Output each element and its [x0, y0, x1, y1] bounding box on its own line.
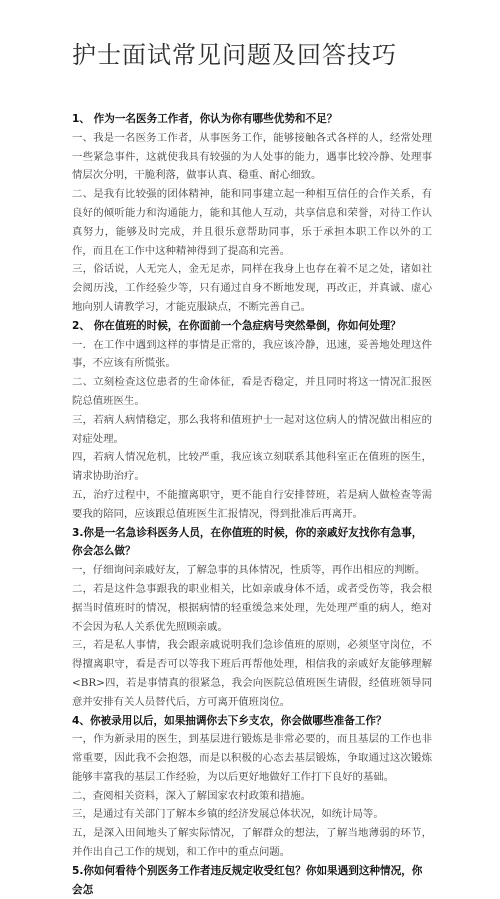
answer-paragraph: 二，查阅相关资料，深入了解国家农村政策和措施。: [72, 789, 311, 802]
answer-paragraph: 四，若病人情况危机，比较严重，我应该立刻联系其他科室正在值班的医生，请求协助治疗。: [72, 451, 432, 483]
answer-paragraph: 三，俗话说，人无完人，金无足赤，同样在我身上也存在着不足之处，诸如社会阅历浅，工作经验少等，只有通过自身不断地发现，再改正，并真诚、虚心地向别人请教学习，才能克服缺点，不断完善自己。: [72, 263, 432, 313]
answer-paragraph: 五，治疗过程中，不能擅离职守，更不能自行安排替班，若是病人做检查等需要我的陪同，应该跟总值班医生汇报情况，得到批准后再离开。: [72, 488, 432, 520]
answer-paragraph: 五，是深入田间地头了解实际情况，了解群众的想法，了解当地薄弱的环节，并作出自己工作的规划，和工作中的重点问题。: [72, 827, 432, 859]
answer-paragraph: 三，若病人病情稳定，那么我将和值班护士一起对这位病人的情况做出相应的对症处理。: [72, 413, 432, 445]
question-heading: 2、 你在值班的时候，在你面前一个急症病号突然晕倒，你如何处理？: [72, 319, 401, 332]
answer-paragraph: 二，若是这件急事跟我的职业相关，比如亲戚身体不适，或者受伤等，我会根据当时值班时的情况，根据病情的轻重缓急来处理，先处理严重的病人，绝对不会因为私人关系优先照顾亲戚。: [72, 582, 432, 633]
question-heading: 4、你被录用以后，如果抽调你去下乡支农，你会做哪些准备工作？: [72, 714, 387, 727]
qa-section-5: [72, 862, 432, 899]
qa-section-4: [72, 712, 432, 862]
qa-section-1: [72, 110, 432, 317]
answer-paragraph: 三，若是私人事情，我会跟亲戚说明我们急诊值班的原则，必须坚守岗位，不得擅离职守，看是否可以等我下班后再帮他处理，相信我的亲戚好友能够理解<BR>四，若是事情真的很紧急，我会向医院总值班医生请假，经值班领导同意并安排有关人员替代后，方可离开值班岗位。: [72, 639, 432, 708]
question-heading: 1、 作为一名医务工作者，你认为你有哪些优势和不足？: [72, 113, 338, 125]
answer-paragraph: 二、是我有比较强的团体精神，能和同事建立起一种相互信任的合作关系，有良好的倾听能力和沟通能力，能和其他人互动，共享信息和荣誉，对待工作认真努力，能够及时完成，并且很乐意帮助同事，乐于承担本职工作以外的工作，而且在工作中这种精神得到了提高和完善。: [72, 188, 432, 257]
answer-paragraph: 一、我是一名医务工作者，从事医务工作，能够接触各式各样的人，经常处理一些紧急事件，这就使我具有较强的为人处事的能力，遇事比较冷静、处理事情层次分明，干脆利落，做事认真、稳重、耐心细致。: [72, 131, 432, 182]
answer-paragraph: 二、立刻检查这位患者的生命体征，看是否稳定，并且同时将这一情况汇报医院总值班医生。: [72, 376, 432, 407]
answer-paragraph: 一，作为新录用的医生，到基层进行锻炼是非常必要的，而且基层的工作也非常重要，因此我不会抱怨，而是以积极的心态去基层锻炼，争取通过这次锻炼能够丰富我的基层工作经验，为以后更好地做好工作打下良好的基础。: [72, 733, 432, 783]
qa-section-3: [72, 524, 432, 712]
answer-paragraph: 一．在工作中遇到这样的事情是正常的，我应该冷静，迅速，妥善地处理这件事，不应该有所慌张。: [72, 338, 432, 370]
answer-paragraph: 一，仔细询问亲戚好友，了解急事的具体情况，性质等，再作出相应的判断。: [72, 564, 426, 577]
answer-paragraph: 三，是通过有关部门了解本乡镇的经济发展总体状况，如统计局等。: [72, 808, 384, 821]
page-title: 护士面试常见问题及回答技巧: [72, 41, 397, 69]
question-heading: 3.你是一名急诊科医务人员，在你值班的时候，你的亲戚好友找你有急事，你会怎么做？: [72, 526, 423, 558]
qa-section-2: [72, 317, 432, 524]
question-heading: 5.你如何看待个别医务工作者违反规定收受红包？你如果遇到这种情况，你会怎: [72, 864, 423, 896]
